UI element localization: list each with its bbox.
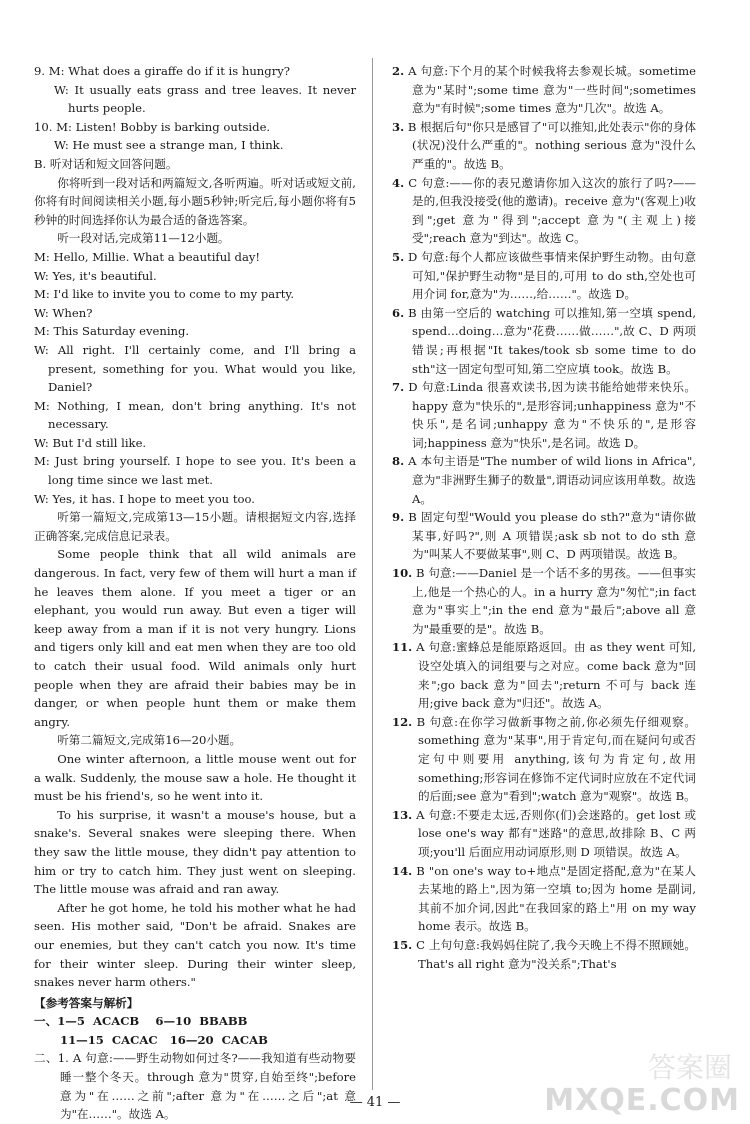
item-number: 9. xyxy=(392,510,405,525)
explanation-item xyxy=(392,936,696,973)
item-number: 11. xyxy=(392,640,413,655)
dialog-line: M: I'd like to invite you to come to my party. xyxy=(34,287,295,302)
dialog-line: M: Hello, Millie. What a beautiful day! xyxy=(34,249,261,264)
explanation-item xyxy=(392,452,696,508)
item-number: 13. xyxy=(392,807,413,822)
q9-woman: W: It usually eats grass and tree leaves. It never hurts people. xyxy=(54,82,356,116)
section-b-title: B. 听对话和短文回答问题。 xyxy=(34,156,178,171)
item-text: B 固定句型"Would you please do sth?"意为"请你做某事,好吗?",则 A 项错误;ask sb not to do sth 意为"叫某人不要做某事",则 C、D 两项错误。故选 B。 xyxy=(408,510,697,562)
explanation-item xyxy=(392,174,696,248)
explanation-1: 二、1. A 句意:——野生动物如何过冬?——我知道有些动物要睡一整个冬天。through 意为"贯穿,自始至终";before 意为"在……之前";after 意为"在……之后";at 意为"在……"。故选 A。 xyxy=(34,1051,356,1122)
dialog-line: W: Yes, it has. I hope to meet you too. xyxy=(34,491,255,506)
q10-woman: W: He must see a strange man, I think. xyxy=(54,138,284,153)
passage2-intro: 听第二篇短文,完成第16—20小题。 xyxy=(57,733,242,748)
passage1-intro: 听第一篇短文,完成第13—15小题。请根据短文内容,选择正确答案,完成信息记录表。 xyxy=(34,510,356,543)
passage2-paragraph: To his surprise, it wasn't a mouse's house, but a snake's. Several snakes were sleeping there. When they saw the little mouse, they didn't pay attention to him or try to catch him. They just went on sleeping. The little mouse was afraid and ran away. xyxy=(34,807,356,897)
section-b-instructions: 你将听到一段对话和两篇短文,各听两遍。听对话或短文前,你将有时间阅读相关小题,每小题5秒钟;听完后,每小题你将有5秒钟的时间选择你认为最合适的备选答案。 xyxy=(34,175,356,227)
item-number: 14. xyxy=(392,863,413,878)
dialog-intro: 听一段对话,完成第11—12小题。 xyxy=(57,231,230,246)
item-text: B "on one's way to+地点"是固定搭配,意为"在某人去某地的路上",因为第一空填 to;因为 home 是副词,其前不加介词,因此"在我回家的路上"用 on my way home 表示。故选 B。 xyxy=(416,863,696,934)
dialog-line: M: Just bring yourself. I hope to see you. It's been a long time since we last met. xyxy=(34,454,356,488)
passage2-paragraph: One winter afternoon, a little mouse went out for a walk. Suddenly, the mouse saw a hole. He thought it must be his friend's, so he went into it. xyxy=(34,751,356,804)
dialog-line: W: When? xyxy=(34,305,93,320)
item-number: 15. xyxy=(392,937,413,952)
item-number: 12. xyxy=(392,714,413,729)
item-number: 2. xyxy=(392,64,405,78)
right-column xyxy=(392,62,696,973)
passage1-text: Some people think that all wild animals are dangerous. In fact, very few of them will hurt a man if he leaves them alone. If you meet a tiger or an elephant, you would run away. But even a tiger will keep away from a man if it is not very hungry. Lions and tigers only kill and eat men when they are too old to catch their usual food. Wild animals only hurt people when they are afraid their babies may be in danger, or when people hunt them or make them angry. xyxy=(34,547,356,729)
q9-man: 9. M: What does a giraffe do if it is hungry? xyxy=(34,64,291,78)
item-text: A 本句主语是"The number of wild lions in Africa",意为"非洲野生狮子的数量",谓语动词应该用单数。故选 A。 xyxy=(408,454,696,506)
item-number: 5. xyxy=(392,249,405,264)
dialog-line: W: All right. I'll certainly come, and I'll bring a present, something for you. What would you like, Daniel? xyxy=(34,342,356,395)
item-number: 10. xyxy=(392,566,413,581)
explanation-item xyxy=(392,862,696,936)
item-number: 7. xyxy=(392,380,405,395)
explanation-item xyxy=(392,564,696,638)
item-text: A 句意:不要走太远,否则你(们)会迷路的。get lost 或 lose one's way 都有"迷路"的意思,故排除 B、C 两项;you'll 后面应用动词原形,则 D 项错误。故选 A。 xyxy=(416,807,696,859)
explanation-item xyxy=(392,118,696,174)
answer-row-2: 11—15 CACAC 16—20 CACAB xyxy=(60,1032,268,1047)
explanation-item xyxy=(392,304,696,378)
explanation-item xyxy=(392,713,696,806)
explanation-item xyxy=(392,248,696,304)
item-text: B 句意:——Daniel 是一个话不多的男孩。——但事实上,他是一个热心的人。in a hurry 意为"匆忙";in fact 意为"事实上";in the end 意为"最后";above all 意为"最重要的是"。故选 B。 xyxy=(412,566,697,636)
item-text: C 句意:——你的表兄邀请你加入这次的旅行了吗?——是的,但我没接受(他的邀请)。receive 意为"(客观上)收到";get 意为"得到";accept 意为"(主观上)接受";reach 意为"到达"。故选 C。 xyxy=(408,175,696,246)
passage2-paragraph: After he got home, he told his mother what he had seen. His mother said, "Don't be afraid. Snakes are our enemies, but they can't catch you now. It's time for their winter sleep. During their winter sleep, snakes never harm others." xyxy=(34,900,356,990)
q10-man: 10. M: Listen! Bobby is barking outside. xyxy=(34,119,271,134)
explanation-item xyxy=(392,378,696,452)
watermark-logo: 答案圈 xyxy=(647,1051,732,1084)
item-text: B 由第一空后的 watching 可以推知,第一空填 spend, spend…doing…意为"花费……做……",故 C、D 两项错误;再根据"It takes/took sb some time to do sth"这一固定句型可知,第二空应填 took。故选 B。 xyxy=(408,305,697,376)
item-text: B 根据后句"你只是感冒了"可以推知,此处表示"你的身体(状况)没什么严重的"。nothing serious 意为"没什么严重的"。故选 B。 xyxy=(407,119,697,171)
watermark-url: MXQE.COM xyxy=(544,1083,740,1118)
item-number: 3. xyxy=(392,119,405,134)
item-text: D 句意:每个人都应该做些事情来保护野生动物。由句意可知,"保护野生动物"是目的,可用 to do sth,空处也可用介词 for,意为"为……,给……"。故选 D。 xyxy=(407,249,696,302)
item-text: D 句意:Linda 很喜欢读书,因为读书能给她带来快乐。happy 意为"快乐的",是形容词;unhappiness 意为"不快乐",是名词;unhappy 意为"不快乐的",是形容词;happiness 意为"快乐",是名词。故选 D。 xyxy=(408,380,697,450)
item-text: C 上句句意:我妈妈住院了,我今天晚上不得不照顾她。That's all right 意为"没关系";That's xyxy=(416,937,696,971)
explanation-item xyxy=(392,638,696,712)
page-number: — 41 — xyxy=(349,1095,401,1110)
item-number: 8. xyxy=(392,454,405,469)
dialog xyxy=(34,248,356,508)
dialog-line: M: Nothing, I mean, don't bring anything. It's not necessary. xyxy=(34,398,356,432)
item-number: 4. xyxy=(392,175,405,190)
explanation-item xyxy=(392,806,696,862)
item-number: 6. xyxy=(392,305,405,320)
item-text: A 句意:下个月的某个时候我将去参观长城。sometime 意为"某时";some time 意为"一些时间";sometimes 意为"有时候";some times 意为"几次"。故选 A。 xyxy=(408,64,696,116)
explanation-item xyxy=(392,62,696,118)
answer-row-1: 一、1—5 ACACB 6—10 BBABB xyxy=(34,1014,248,1029)
item-text: A 句意:蜜蜂总是能原路返回。由 as they went 可知,设空处填入的词组要与之对应。come back 意为"回来";go back 意为"回去";return 不可与 back 连用;give back 意为"归还"。故选 A。 xyxy=(416,640,697,711)
item-text: B 句意:在你学习做新事物之前,你必须先仔细观察。something 意为"某事",用于肯定句,而在疑问句或否定句中则要用 anything,该句为肯定句,故用 something;形容词在修饰不定代词时应放在不定代词的后面;see 意为"看到";watch 意为"观察"。故选 B。 xyxy=(416,714,696,804)
explanation-item xyxy=(392,508,696,564)
dialog-line: W: Yes, it's beautiful. xyxy=(34,268,157,283)
dialog-line: W: But I'd still like. xyxy=(34,435,147,450)
dialog-line: M: This Saturday evening. xyxy=(34,324,190,339)
left-column xyxy=(34,62,356,1124)
column-divider xyxy=(372,58,373,1090)
reference-answers-title: 【参考答案与解析】 xyxy=(34,995,139,1010)
